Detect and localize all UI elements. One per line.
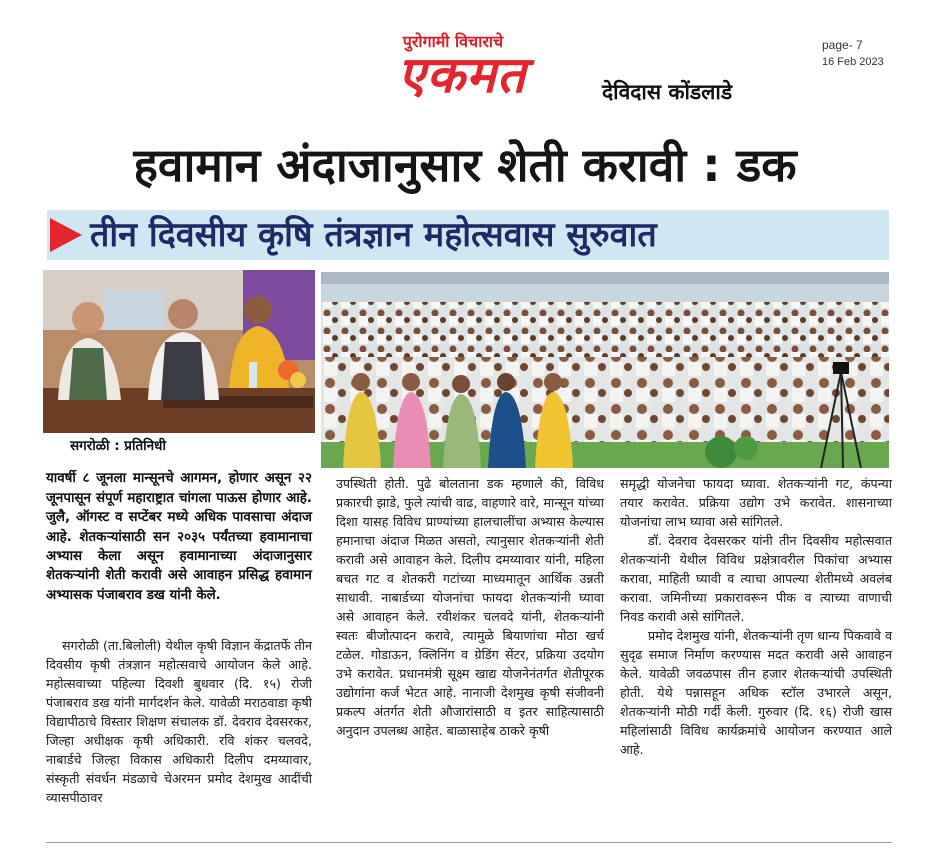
audience-photo bbox=[321, 272, 889, 468]
newspaper-logo: एकमत bbox=[397, 46, 527, 104]
dateline: सगरोळी : प्रतिनिधी bbox=[70, 438, 166, 454]
bottom-divider bbox=[46, 842, 892, 843]
publication-date: 16 Feb 2023 bbox=[822, 56, 884, 68]
body-paragraph: सगरोळी (ता.बिलोली) येथील कृषी विज्ञान केंद्रातर्फे तीन दिवसीय कृषी तंत्रज्ञान महोत्सवाचे आयोजन केले आहे. महोत्सवाच्या पहिल्या दिवशी बुधवार (दि. १५) रोजी पंजाबराव डख यांनी मार्गदर्शन केले. यावेळी मराठवाडा कृषी विद्यापीठाचे विस्तार शिक्षण संचालक डॉ. देवराव देवसरकर, जिल्हा अधीक्षक कृषी अधिकारी. रवि शंकर चलवदे, नाबार्डचे जिल्हा विकास अधिकारी दिलीप दमय्यावार, संस्कृती संवर्धन मंडळाचे चेअरमन प्रमोद देशमुख आदींची व्यासपीठावर bbox=[46, 638, 312, 805]
stage-photo bbox=[43, 270, 315, 433]
lead-paragraph: यावर्षी ८ जूनला मान्सूनचे आगमन, होणार असून २२ जूनपासून संपूर्ण महाराष्ट्रात चांगला पाऊस होणार आहे. जुलै, ऑगस्ट व सप्टेंबर मध्ये अधिक पावसाचा अंदाज आहे. शेतकऱ्यांसाठी सन २०३५ पर्यंतच्या हवामानाचा अभ्यास केला असून हवामानाच्या अंदाजानुसार शेतकऱ्यांनी शेती करावी असे आवाहन प्रसिद्ध हवामान अभ्यासक पंजाबराव डख यांनी केले. bbox=[46, 471, 312, 603]
page-number: page- 7 bbox=[822, 38, 863, 52]
article-headline: हवामान अंदाजानुसार शेती करावी : डक bbox=[133, 138, 797, 192]
audience-photo-graphic bbox=[321, 272, 889, 468]
masthead-tagline: पुरोगामी विचाराचे bbox=[402, 32, 504, 51]
article-subheadline: तीन दिवसीय कृषि तंत्रज्ञान महोत्सवास सुरुवात bbox=[90, 215, 657, 255]
reporter-name: देविदास कोंडलाडे bbox=[602, 80, 733, 104]
body-paragraph: समृद्धी योजनेचा फायदा घ्यावा. शेतकऱ्यांनी गट, कंपन्या तयार करावेत. प्रक्रिया उद्योग उभे करावेत. शासनाच्या योजनांचा लाभ घ्यावा असे सांगितले. bbox=[620, 476, 892, 529]
stage-photo-graphic bbox=[43, 270, 315, 433]
body-paragraph: डॉ. देवराव देवसरकर यांनी तीन दिवसीय महोत्सवात शेतकऱ्यांनी येथील विविध प्रक्षेत्रावरील पिकांचा अभ्यास करावा, माहिती घ्यावी व त्याचा आपल्या शेतीमध्ये अवलंब करावा. जमिनीच्या प्रकारावरून पीक व त्याच्या वाणाची निवड करावी असे सांगितले. bbox=[620, 533, 892, 624]
body-paragraph: उपस्थिती होती. पुढे बोलताना डक म्हणाले की, विविध प्रकारची झाडे, फुले त्यांची वाढ, वाहणारे वारे, मान्सून यांच्या दिशा यासह विविध प्राण्यांच्या हालचालींचा अभ्यास केल्यास हमानाचा अंदाज मिळत असतो, त्यानुसार शेतकऱ्यांनी शेती करावी असे आवाहन केले. दिलीप दमय्यावार यांनी, महिला बचत गट व शेतकरी गटांच्या माध्यमातून आर्थिक उन्नती साधावी. नाबार्डच्या योजनांचा फायदा शेतकऱ्यांनी घ्यावा असे आवाहन केले. रवीशंकर चलवदे यांनी, शेतकऱ्यांनी स्वतः बीजोत्पादन करावे, त्यामुळे बियाणांचा मोठा खर्च टळेल. गोडाऊन, क्लिनिंग व ग्रेडिंग सेंटर, प्रक्रिया उदयोग उभे करावेत. प्रधानमंत्री सूक्ष्म खाद्य योजनेनंतर्गत शेतीपूरक उद्योगांना कर्ज भेटत आहे. नानाजी देशमुख कृषी संजीवनी प्रकल्प अंतर्गत शेती औजारांसाठी व इतर साहित्यासाठी अनुदान उपलब्ध आहेत. बाळासाहेब ठाकरे कृषी bbox=[336, 476, 604, 738]
text-column-3 bbox=[620, 474, 892, 759]
text-column-1 bbox=[46, 636, 312, 807]
text-column-2 bbox=[336, 474, 604, 740]
triangle-arrow-icon bbox=[50, 218, 82, 252]
body-paragraph: प्रमोद देशमुख यांनी, शेतकऱ्यांनी तृण धान्य पिकवावे व सुदृढ समाज निर्माण करण्यास मदत करावी असे आवाहन केले. यावेळी जवळपास तीन हजार शेतकऱ्यांची उपस्थिती होती. येथे पन्नासहून अधिक स्टॉल उभारले असून, शेतकऱ्यांनी मोठी गर्दी केली. गुरुवार (दि. १६) रोजी खास महिलांसाठी विविध कार्यक्रमांचे आयोजन करण्यात आले आहे. bbox=[620, 628, 892, 757]
